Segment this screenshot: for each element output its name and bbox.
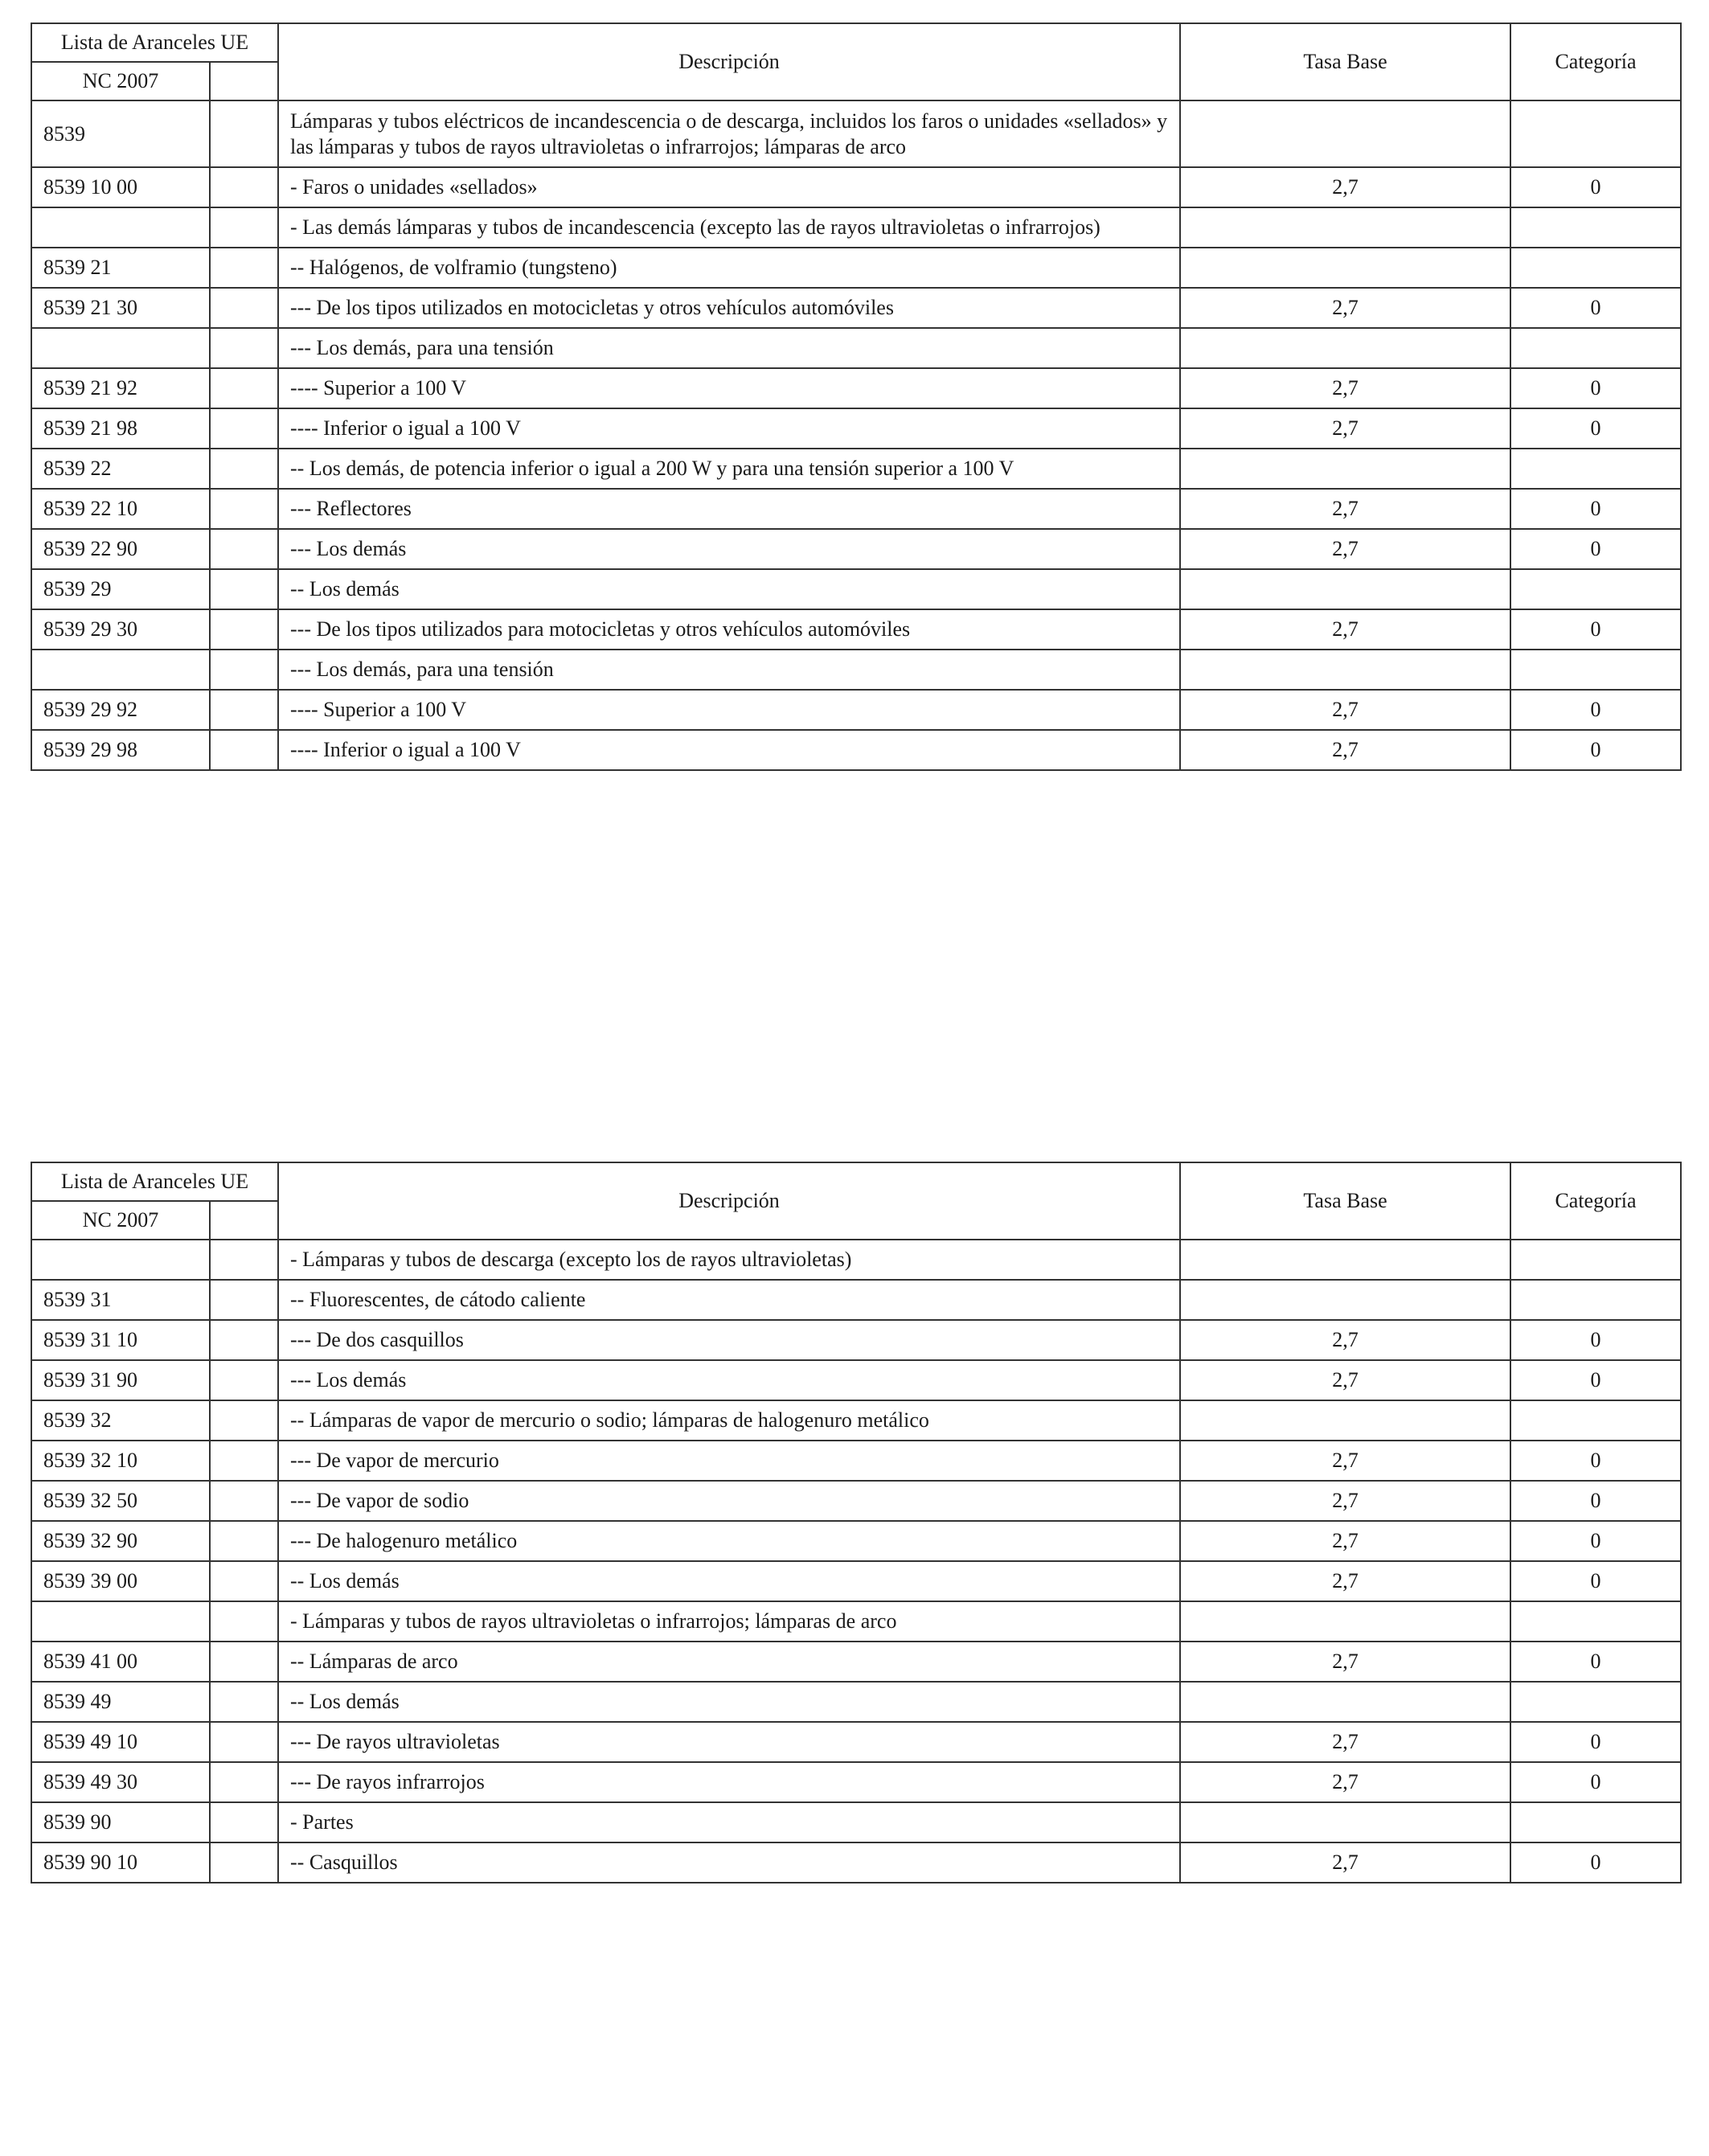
- base-rate-cell: 2,7: [1180, 730, 1510, 770]
- blank-cell: [210, 408, 278, 449]
- base-rate-cell: 2,7: [1180, 1762, 1510, 1802]
- base-rate-cell: [1180, 1280, 1510, 1320]
- category-cell: 0: [1510, 489, 1681, 529]
- table-row: [31, 1240, 1681, 1280]
- code-cell: 8539 32: [31, 1400, 210, 1441]
- table-row: [31, 529, 1681, 569]
- category-cell: [1510, 1601, 1681, 1642]
- header-nc-2007: NC 2007: [31, 62, 210, 100]
- base-rate-cell: [1180, 1682, 1510, 1722]
- code-cell: [31, 650, 210, 690]
- base-rate-cell: 2,7: [1180, 1441, 1510, 1481]
- code-cell: 8539 29 92: [31, 690, 210, 730]
- header-category: Categoría: [1510, 1162, 1681, 1240]
- description-cell: -- Los demás, de potencia inferior o igual a 200 W y para una tensión superior a 100 V: [278, 449, 1180, 489]
- category-cell: [1510, 248, 1681, 288]
- category-cell: 0: [1510, 529, 1681, 569]
- category-cell: 0: [1510, 1481, 1681, 1521]
- table-row: [31, 690, 1681, 730]
- category-cell: 0: [1510, 1320, 1681, 1360]
- table-row: [31, 248, 1681, 288]
- category-cell: 0: [1510, 1842, 1681, 1883]
- header-base-rate: Tasa Base: [1180, 23, 1510, 100]
- description-cell: --- Los demás: [278, 1360, 1180, 1400]
- header-nc-2007: NC 2007: [31, 1201, 210, 1240]
- base-rate-cell: [1180, 1400, 1510, 1441]
- description-cell: -- Lámparas de arco: [278, 1642, 1180, 1682]
- category-cell: 0: [1510, 1561, 1681, 1601]
- code-cell: 8539: [31, 100, 210, 167]
- blank-cell: [210, 529, 278, 569]
- base-rate-cell: [1180, 1601, 1510, 1642]
- blank-cell: [210, 1521, 278, 1561]
- code-cell: [31, 1240, 210, 1280]
- header-base-rate: Tasa Base: [1180, 1162, 1510, 1240]
- blank-cell: [210, 1360, 278, 1400]
- code-cell: 8539 29 30: [31, 609, 210, 650]
- description-cell: ---- Superior a 100 V: [278, 690, 1180, 730]
- blank-cell: [210, 1240, 278, 1280]
- category-cell: 0: [1510, 1722, 1681, 1762]
- code-cell: [31, 328, 210, 368]
- description-cell: - Faros o unidades «sellados»: [278, 167, 1180, 207]
- table-row: [31, 489, 1681, 529]
- category-cell: [1510, 650, 1681, 690]
- code-cell: 8539 90: [31, 1802, 210, 1842]
- code-cell: 8539 21 30: [31, 288, 210, 328]
- description-cell: --- Los demás, para una tensión: [278, 328, 1180, 368]
- category-cell: 0: [1510, 1521, 1681, 1561]
- base-rate-cell: [1180, 328, 1510, 368]
- table-row: [31, 449, 1681, 489]
- table-row: [31, 368, 1681, 408]
- blank-cell: [210, 650, 278, 690]
- code-cell: [31, 1601, 210, 1642]
- blank-cell: [210, 1400, 278, 1441]
- table-body: [31, 1240, 1681, 1883]
- table-row: [31, 167, 1681, 207]
- base-rate-cell: 2,7: [1180, 609, 1510, 650]
- base-rate-cell: 2,7: [1180, 288, 1510, 328]
- code-cell: 8539 49: [31, 1682, 210, 1722]
- table-row: [31, 650, 1681, 690]
- table-row: [31, 730, 1681, 770]
- code-cell: 8539 21: [31, 248, 210, 288]
- base-rate-cell: [1180, 1802, 1510, 1842]
- description-cell: ---- Inferior o igual a 100 V: [278, 408, 1180, 449]
- table-row: [31, 1360, 1681, 1400]
- blank-cell: [210, 1481, 278, 1521]
- tariff-table-1: [31, 23, 1682, 771]
- blank-cell: [210, 1722, 278, 1762]
- description-cell: --- De halogenuro metálico: [278, 1521, 1180, 1561]
- base-rate-cell: [1180, 650, 1510, 690]
- description-cell: -- Fluorescentes, de cátodo caliente: [278, 1280, 1180, 1320]
- blank-cell: [210, 730, 278, 770]
- base-rate-cell: 2,7: [1180, 529, 1510, 569]
- base-rate-cell: 2,7: [1180, 1481, 1510, 1521]
- code-cell: 8539 22 90: [31, 529, 210, 569]
- base-rate-cell: 2,7: [1180, 1360, 1510, 1400]
- category-cell: 0: [1510, 690, 1681, 730]
- category-cell: [1510, 207, 1681, 248]
- category-cell: 0: [1510, 609, 1681, 650]
- table-row: [31, 609, 1681, 650]
- blank-cell: [210, 449, 278, 489]
- base-rate-cell: 2,7: [1180, 1561, 1510, 1601]
- base-rate-cell: 2,7: [1180, 1722, 1510, 1762]
- category-cell: 0: [1510, 368, 1681, 408]
- description-cell: --- De dos casquillos: [278, 1320, 1180, 1360]
- table-body: [31, 100, 1681, 770]
- table-row: [31, 288, 1681, 328]
- description-cell: --- De los tipos utilizados para motocicletas y otros vehículos automóviles: [278, 609, 1180, 650]
- code-cell: 8539 49 10: [31, 1722, 210, 1762]
- base-rate-cell: [1180, 207, 1510, 248]
- description-cell: -- Los demás: [278, 1561, 1180, 1601]
- code-cell: 8539 22 10: [31, 489, 210, 529]
- table-row: [31, 569, 1681, 609]
- category-cell: 0: [1510, 408, 1681, 449]
- code-cell: 8539 32 50: [31, 1481, 210, 1521]
- blank-cell: [210, 1842, 278, 1883]
- code-cell: 8539 32 90: [31, 1521, 210, 1561]
- description-cell: - Lámparas y tubos de rayos ultravioletas o infrarrojos; lámparas de arco: [278, 1601, 1180, 1642]
- base-rate-cell: 2,7: [1180, 690, 1510, 730]
- category-cell: [1510, 1400, 1681, 1441]
- category-cell: 0: [1510, 1360, 1681, 1400]
- blank-cell: [210, 248, 278, 288]
- category-cell: 0: [1510, 288, 1681, 328]
- table-row: [31, 1802, 1681, 1842]
- blank-cell: [210, 1280, 278, 1320]
- code-cell: 8539 49 30: [31, 1762, 210, 1802]
- table-row: [31, 1320, 1681, 1360]
- header-blank-cell: [210, 1201, 278, 1240]
- category-cell: 0: [1510, 1441, 1681, 1481]
- category-cell: 0: [1510, 167, 1681, 207]
- description-cell: --- Los demás, para una tensión: [278, 650, 1180, 690]
- blank-cell: [210, 167, 278, 207]
- category-cell: [1510, 1682, 1681, 1722]
- tariff-table-2: [31, 1162, 1682, 1883]
- table-row: [31, 1400, 1681, 1441]
- base-rate-cell: 2,7: [1180, 1521, 1510, 1561]
- description-cell: --- Reflectores: [278, 489, 1180, 529]
- code-cell: 8539 29 98: [31, 730, 210, 770]
- code-cell: 8539 21 92: [31, 368, 210, 408]
- base-rate-cell: [1180, 248, 1510, 288]
- description-cell: Lámparas y tubos eléctricos de incandescencia o de descarga, incluidos los faros o unidades «sellados» y las lámparas y tubos de rayos ultravioletas o infrarrojos; lámparas de arco: [278, 100, 1180, 167]
- description-cell: --- De vapor de sodio: [278, 1481, 1180, 1521]
- base-rate-cell: [1180, 569, 1510, 609]
- category-cell: 0: [1510, 1762, 1681, 1802]
- code-cell: 8539 31 90: [31, 1360, 210, 1400]
- code-cell: 8539 39 00: [31, 1561, 210, 1601]
- description-cell: --- De rayos infrarrojos: [278, 1762, 1180, 1802]
- description-cell: --- De vapor de mercurio: [278, 1441, 1180, 1481]
- blank-cell: [210, 328, 278, 368]
- header-description: Descripción: [278, 1162, 1180, 1240]
- description-cell: -- Lámparas de vapor de mercurio o sodio; lámparas de halogenuro metálico: [278, 1400, 1180, 1441]
- blank-cell: [210, 1601, 278, 1642]
- table-row: [31, 1842, 1681, 1883]
- description-cell: - Las demás lámparas y tubos de incandescencia (excepto las de rayos ultravioletas o infrarrojos): [278, 207, 1180, 248]
- code-cell: 8539 32 10: [31, 1441, 210, 1481]
- table-row: [31, 207, 1681, 248]
- blank-cell: [210, 569, 278, 609]
- code-cell: 8539 41 00: [31, 1642, 210, 1682]
- category-cell: 0: [1510, 1642, 1681, 1682]
- description-cell: --- De los tipos utilizados en motocicletas y otros vehículos automóviles: [278, 288, 1180, 328]
- table-row: [31, 1601, 1681, 1642]
- table-row: [31, 1280, 1681, 1320]
- blank-cell: [210, 1682, 278, 1722]
- category-cell: [1510, 1240, 1681, 1280]
- table-row: [31, 1561, 1681, 1601]
- description-cell: --- De rayos ultravioletas: [278, 1722, 1180, 1762]
- table-row: [31, 100, 1681, 167]
- blank-cell: [210, 1441, 278, 1481]
- description-cell: ---- Inferior o igual a 100 V: [278, 730, 1180, 770]
- header-tariff-list: Lista de Aranceles UE: [31, 1162, 278, 1201]
- table-row: [31, 1481, 1681, 1521]
- code-cell: 8539 29: [31, 569, 210, 609]
- base-rate-cell: [1180, 449, 1510, 489]
- table-row: [31, 328, 1681, 368]
- table-row: [31, 1682, 1681, 1722]
- code-cell: 8539 90 10: [31, 1842, 210, 1883]
- description-cell: --- Los demás: [278, 529, 1180, 569]
- blank-cell: [210, 1642, 278, 1682]
- description-cell: - Partes: [278, 1802, 1180, 1842]
- header-tariff-list: Lista de Aranceles UE: [31, 23, 278, 62]
- code-cell: [31, 207, 210, 248]
- category-cell: [1510, 328, 1681, 368]
- category-cell: [1510, 449, 1681, 489]
- base-rate-cell: 2,7: [1180, 368, 1510, 408]
- code-cell: 8539 31: [31, 1280, 210, 1320]
- blank-cell: [210, 1561, 278, 1601]
- header-description: Descripción: [278, 23, 1180, 100]
- header-blank-cell: [210, 62, 278, 100]
- blank-cell: [210, 609, 278, 650]
- base-rate-cell: 2,7: [1180, 489, 1510, 529]
- blank-cell: [210, 1762, 278, 1802]
- blank-cell: [210, 1320, 278, 1360]
- blank-cell: [210, 368, 278, 408]
- table-row: [31, 1762, 1681, 1802]
- description-cell: -- Los demás: [278, 569, 1180, 609]
- header-category: Categoría: [1510, 23, 1681, 100]
- table-row: [31, 1521, 1681, 1561]
- code-cell: 8539 31 10: [31, 1320, 210, 1360]
- base-rate-cell: 2,7: [1180, 1842, 1510, 1883]
- code-cell: 8539 22: [31, 449, 210, 489]
- description-cell: ---- Superior a 100 V: [278, 368, 1180, 408]
- code-cell: 8539 10 00: [31, 167, 210, 207]
- table-row: [31, 408, 1681, 449]
- description-cell: -- Los demás: [278, 1682, 1180, 1722]
- table-row: [31, 1722, 1681, 1762]
- blank-cell: [210, 288, 278, 328]
- base-rate-cell: [1180, 1240, 1510, 1280]
- category-cell: [1510, 100, 1681, 167]
- base-rate-cell: 2,7: [1180, 1642, 1510, 1682]
- base-rate-cell: 2,7: [1180, 1320, 1510, 1360]
- description-cell: -- Halógenos, de volframio (tungsteno): [278, 248, 1180, 288]
- category-cell: 0: [1510, 730, 1681, 770]
- category-cell: [1510, 1802, 1681, 1842]
- blank-cell: [210, 100, 278, 167]
- table-row: [31, 1642, 1681, 1682]
- code-cell: 8539 21 98: [31, 408, 210, 449]
- blank-cell: [210, 1802, 278, 1842]
- blank-cell: [210, 207, 278, 248]
- category-cell: [1510, 569, 1681, 609]
- base-rate-cell: 2,7: [1180, 167, 1510, 207]
- description-cell: - Lámparas y tubos de descarga (excepto los de rayos ultravioletas): [278, 1240, 1180, 1280]
- base-rate-cell: [1180, 100, 1510, 167]
- description-cell: -- Casquillos: [278, 1842, 1180, 1883]
- blank-cell: [210, 690, 278, 730]
- category-cell: [1510, 1280, 1681, 1320]
- table-row: [31, 1441, 1681, 1481]
- blank-cell: [210, 489, 278, 529]
- base-rate-cell: 2,7: [1180, 408, 1510, 449]
